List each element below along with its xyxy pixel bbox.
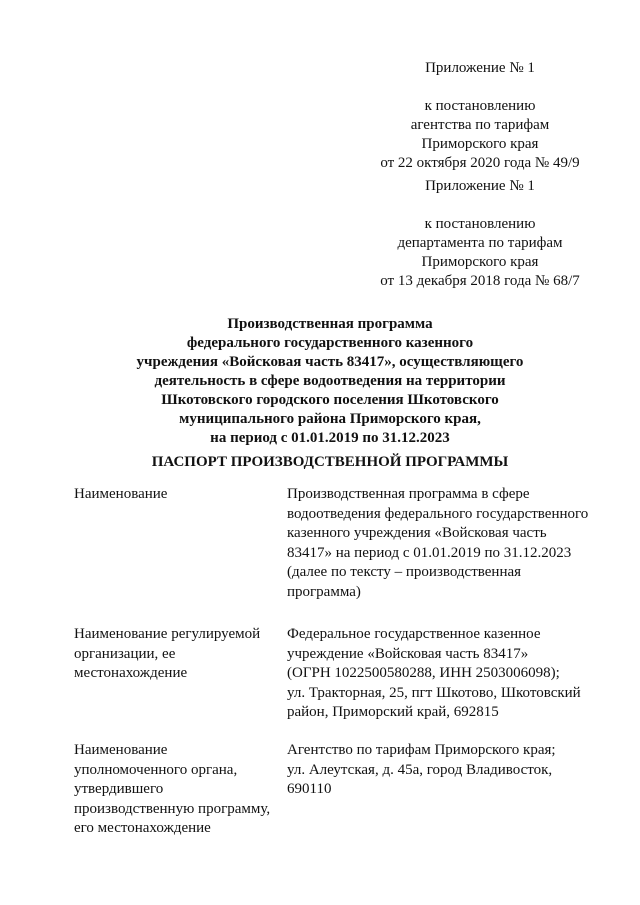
label-line: производственную программу,: [74, 800, 271, 817]
passport-row-value: [287, 741, 617, 800]
value-line: (далее по тексту – производственная: [287, 564, 522, 580]
value-line: Федеральное государственное казенное: [287, 626, 541, 642]
appendix-2-line: от 13 декабря 2018 года № 68/7: [380, 273, 580, 289]
passport-heading: ПАСПОРТ ПРОИЗВОДСТВЕННОЙ ПРОГРАММЫ: [151, 454, 509, 470]
program-title: [60, 315, 600, 448]
appendix-1-line: агентства по тарифам: [410, 117, 550, 133]
program-title-line: федерального государственного казенного: [186, 335, 474, 351]
label-line: местонахождение: [74, 665, 188, 681]
value-line: 83417» на период с 01.01.2019 по 31.12.2023: [287, 544, 572, 561]
value-line: Производственная программа в сфере: [287, 486, 530, 502]
label-line: уполномоченного органа,: [74, 761, 238, 778]
label-line: Наименование: [74, 742, 168, 758]
value-line: Агентство по тарифам Приморского края;: [287, 742, 556, 758]
passport-row-value: [287, 485, 617, 602]
passport-row-label: [74, 741, 284, 839]
program-title-line: Производственная программа: [227, 316, 433, 332]
appendix-2-block: [360, 177, 600, 291]
passport-row-label: [74, 485, 284, 505]
appendix-2-line: Приморского края: [421, 254, 539, 270]
appendix-2-title: Приложение № 1: [425, 178, 535, 194]
program-title-line: муниципального района Приморского края,: [179, 411, 481, 427]
value-line: учреждение «Войсковая часть 83417»: [287, 645, 529, 662]
appendix-1-title: Приложение № 1: [425, 60, 535, 76]
program-title-line: на период с 01.01.2019 по 31.12.2023: [210, 430, 450, 446]
appendix-1-line: Приморского края: [421, 136, 539, 152]
program-title-line: Шкотовского городского поселения Шкотовского: [161, 392, 499, 408]
appendix-1-line: от 22 октября 2020 года № 49/9: [380, 155, 580, 171]
value-line: 690110: [287, 781, 332, 797]
appendix-2-line: к постановлению: [424, 216, 536, 232]
appendix-2-line: департамента по тарифам: [397, 235, 563, 251]
passport-row-value: [287, 625, 617, 723]
label-line: его местонахождение: [74, 820, 211, 836]
value-line: водоотведения федерального государственного: [287, 505, 589, 522]
value-line: ул. Алеутская, д. 45а, город Владивосток,: [287, 761, 553, 778]
appendix-1-line: к постановлению: [424, 98, 536, 114]
passport-row-label: [74, 625, 284, 684]
value-line: ул. Тракторная, 25, пгт Шкотово, Шкотовский: [287, 684, 581, 701]
label-line: организации, ее: [74, 645, 176, 662]
program-title-line: учреждения «Войсковая часть 83417», осуществляющего: [136, 354, 524, 370]
program-title-line: деятельность в сфере водоотведения на территории: [154, 373, 506, 389]
appendix-1-block: [360, 59, 600, 173]
label-line: Наименование: [74, 486, 168, 502]
value-line: (ОГРН 1022500580288, ИНН 2503006098);: [287, 665, 560, 681]
value-line: программа): [287, 583, 361, 600]
label-line: Наименование регулируемой: [74, 626, 261, 642]
value-line: казенного учреждения «Войсковая часть: [287, 525, 547, 541]
value-line: район, Приморский край, 692815: [287, 704, 499, 720]
label-line: утвердившего: [74, 781, 164, 797]
